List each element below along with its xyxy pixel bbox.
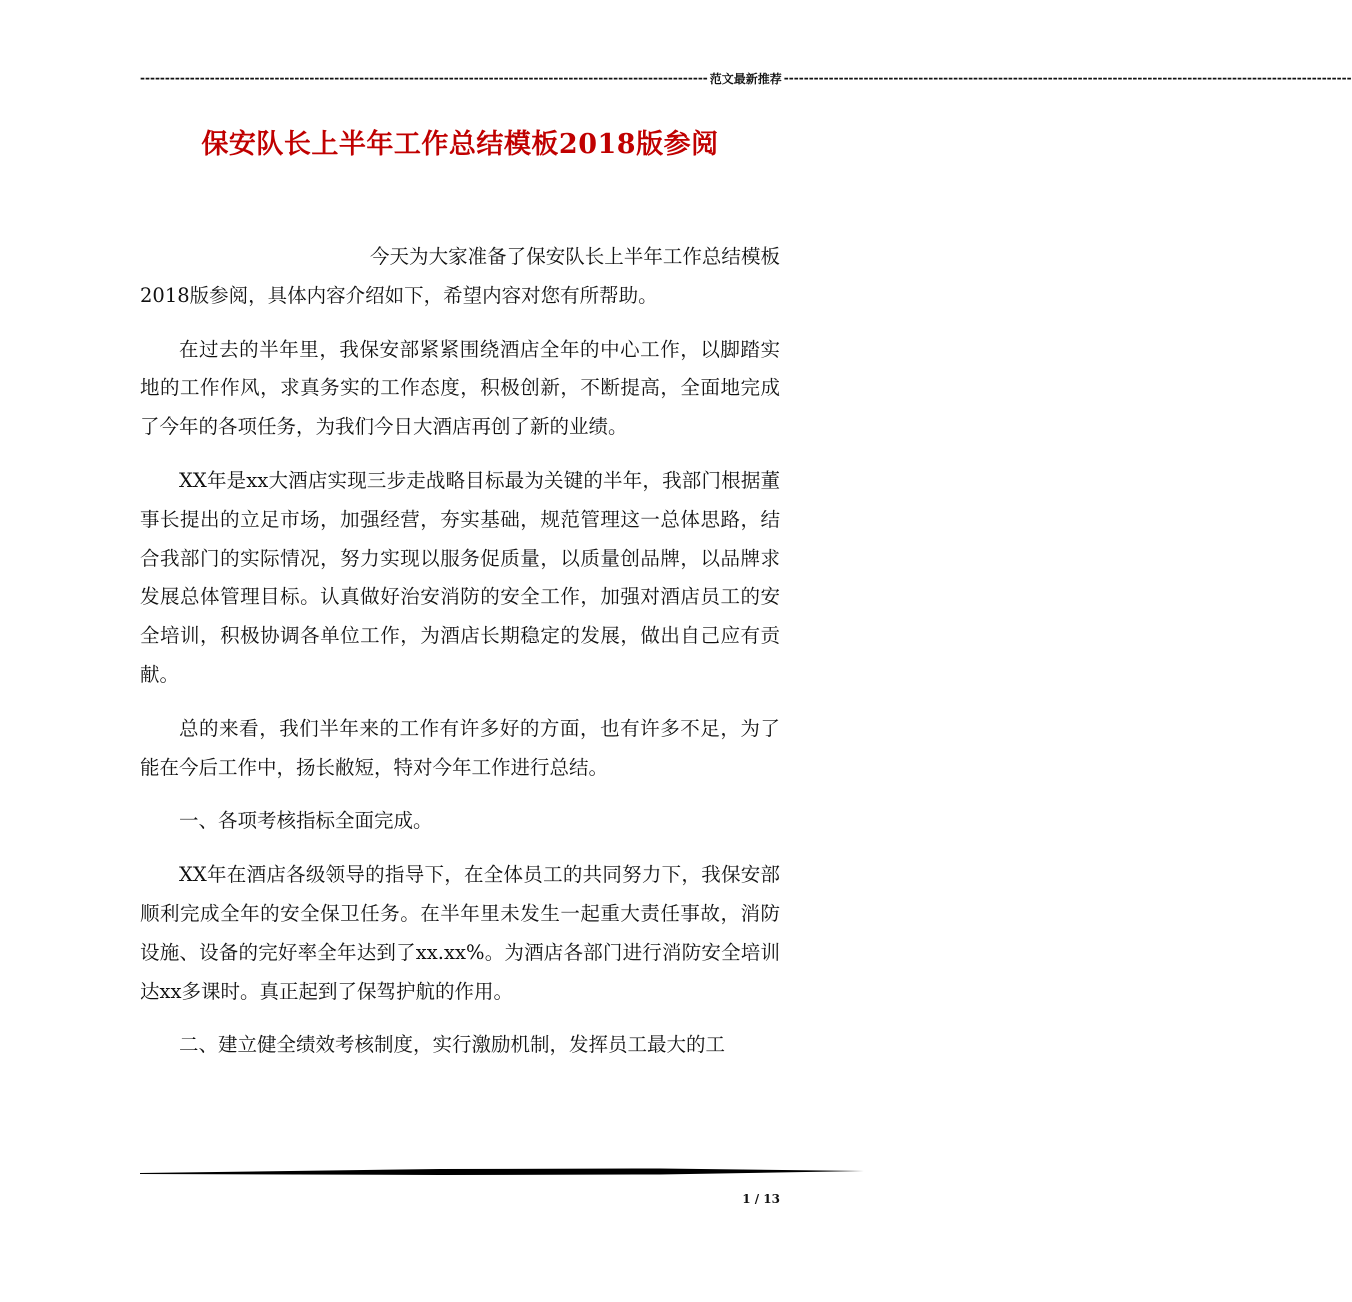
paragraph-intro: 今天为大家准备了保安队长上半年工作总结模板2018版参阅，具体内容介绍如下，希望内容对您有所帮助。 — [140, 245, 780, 307]
header-dash-right: ------------------------------------------------------------------------------------------------------------------ — [783, 71, 1352, 85]
header-label: 范文最新推荐 — [709, 71, 782, 86]
page-header — [140, 68, 1352, 88]
footer-rule — [140, 1168, 864, 1175]
page-number: 1 / 13 — [742, 1192, 780, 1206]
paragraph: 总的来看，我们半年来的工作有许多好的方面，也有许多不足，为了能在今后工作中，扬长敝短，特对今年工作进行总结。 — [140, 716, 780, 779]
header-dash-left: ------------------------------------------------------------------------------------------------------------------ — [140, 71, 708, 85]
paragraph: XX年是xx大酒店实现三步走战略目标最为关键的半年，我部门根据董事长提出的立足市场，加强经营，夯实基础，规范管理这一总体思路，结合我部门的实际情况，努力实现以服务促质量，以质量创品牌，以品牌求发展总体管理目标。认真做好治安消防的安全工作，加强对酒店员工的安全培训，积极协调各单位工作，为酒店长期稳定的发展，做出自己应有贡献。 — [140, 468, 780, 686]
paragraph: XX年在酒店各级领导的指导下，在全体员工的共同努力下，我保安部顺利完成全年的安全保卫任务。在半年里未发生一起重大责任事故，消防设施、设备的完好率全年达到了xx.xx%。为酒店各部门进行消防安全培训达xx多课时。真正起到了保驾护航的作用。 — [140, 863, 780, 1003]
document-body — [140, 238, 780, 1080]
paragraph: 在过去的半年里，我保安部紧紧围绕酒店全年的中心工作，以脚踏实地的工作作风，求真务实的工作态度，积极创新，不断提高，全面地完成了今年的各项任务，为我们今日大酒店再创了新的业绩。 — [140, 337, 780, 439]
section-heading: 一、各项考核指标全面完成。 — [179, 809, 433, 833]
document-title: 保安队长上半年工作总结模板2018版参阅 — [201, 129, 719, 160]
section-heading: 二、建立健全绩效考核制度，实行激励机制，发挥员工最大的工 — [179, 1033, 726, 1057]
